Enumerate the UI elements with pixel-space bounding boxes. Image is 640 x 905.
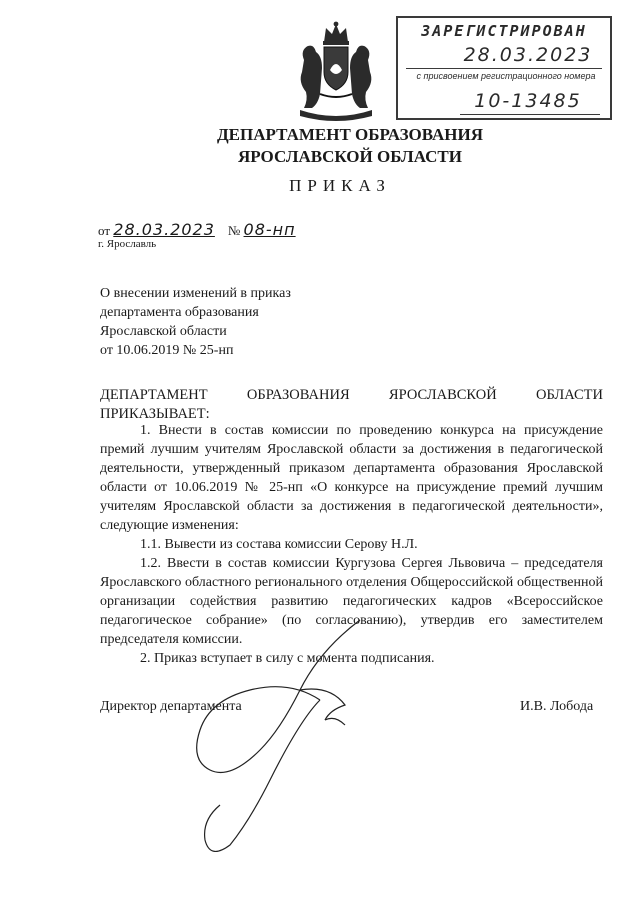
order-date-handwritten: 28.03.2023	[113, 220, 215, 239]
stamp-date: 28.03.2023	[463, 44, 593, 66]
date-from-label: от	[98, 223, 111, 238]
subject-line: О внесении изменений в приказ	[100, 286, 291, 301]
order-date-line	[98, 220, 296, 239]
city-label: г. Ярославль	[98, 238, 157, 250]
item-1-2: 1.2. Ввести в состав комиссии Кургузова Сергея Львовича – председателя Ярославского областного регионального отделения Общероссийской общественной организации содействия развитию педагогических кадров «Всероссийское педагогическое собрание» (по согласованию), утвердив его заместителем председателя комиссии.	[100, 556, 603, 647]
stamp-registration-number: 10-13485	[474, 90, 582, 112]
order-subject	[100, 284, 340, 360]
item-2: 2. Приказ вступает в силу с момента подписания.	[140, 651, 435, 666]
stamp-number-underline	[460, 114, 600, 115]
coat-of-arms-emblem	[290, 20, 382, 126]
stamp-note: с присвоением регистрационного номера	[416, 71, 596, 81]
item-1: 1. Внести в состав комиссии по проведению конкурса на присуждение премий лучшим учителям Ярославской области за достижения в педагогической деятельности, утвержденный приказом департамента образования Ярославской области от 10.06.2019 № 25-нп «О конкурсе на присуждение премий лучшим учителям Ярославской области за достижения в педагогической деятельности», следующие изменения:	[100, 423, 603, 533]
department-title	[0, 124, 640, 168]
department-title-line1: ДЕПАРТАМЕНТ ОБРАЗОВАНИЯ	[216, 125, 484, 144]
registration-stamp	[396, 16, 612, 120]
subject-line: департамента образования	[100, 305, 259, 320]
item-1-1: 1.1. Вывести из состава комиссии Серову Н.Л.	[140, 537, 418, 552]
department-title-line2: ЯРОСЛАВСКОЙ ОБЛАСТИ	[238, 147, 462, 166]
document-type-heading: ПРИКАЗ	[289, 176, 391, 195]
order-number-handwritten: 08-нп	[243, 220, 296, 239]
stamp-divider	[406, 68, 602, 69]
subject-line: от 10.06.2019 № 25-нп	[100, 343, 234, 358]
preamble-line2: ПРИКАЗЫВАЕТ:	[100, 406, 210, 422]
signer-name: И.В. Лобода	[520, 699, 594, 714]
signer-position: Директор департамента	[100, 699, 242, 714]
stamp-title: ЗАРЕГИСТРИРОВАН	[421, 22, 587, 40]
preamble-line1: ДЕПАРТАМЕНТ ОБРАЗОВАНИЯ ЯРОСЛАВСКОЙ ОБЛАСТИ	[100, 387, 603, 403]
number-label: №	[227, 223, 241, 238]
preamble	[100, 386, 603, 424]
handwritten-signature	[150, 580, 380, 860]
subject-line: Ярославской области	[100, 324, 227, 339]
